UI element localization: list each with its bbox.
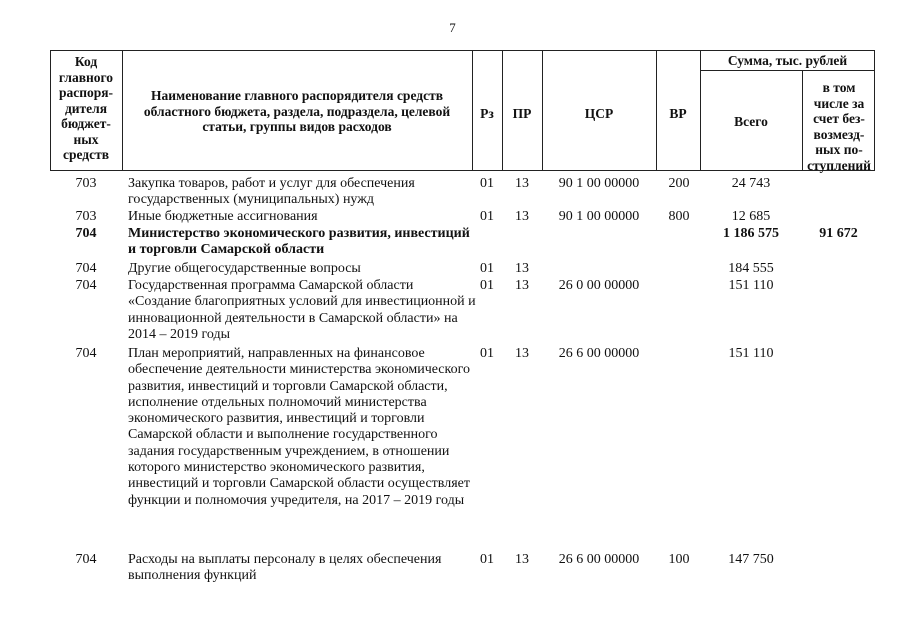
header-pr: ПР (512, 106, 532, 121)
row-csr: 90 1 00 00000 (558, 176, 640, 191)
row-pr: 13 (515, 346, 529, 361)
row-name: Расходы на выплаты персоналу в целях обеспечения выполнения функций (128, 552, 442, 584)
row-vsego: 147 750 (728, 552, 774, 567)
header-name: Наименование главного распорядителя средств областного бюджета, раздела, подраздела, целевой статьи, группы видов расходов (143, 88, 451, 134)
row-kod: 704 (75, 346, 97, 361)
row-rz: 01 (480, 176, 494, 191)
row-kod: 703 (75, 176, 97, 191)
header-vtom: в том числе за счет без-возмезд-ных по-ступлений (807, 80, 871, 173)
row-rz: 01 (480, 261, 494, 276)
row-vtom: 91 672 (819, 226, 858, 241)
header-vsego: Всего (734, 114, 768, 129)
header-csr: ЦСР (584, 106, 614, 121)
row-pr: 13 (515, 176, 529, 191)
header-rz: Рз (480, 106, 494, 121)
row-csr: 26 6 00 00000 (558, 346, 640, 361)
header-vr: ВР (669, 106, 687, 121)
row-rz: 01 (480, 346, 494, 361)
row-kod: 704 (75, 261, 97, 276)
row-name: Закупка товаров, работ и услуг для обеспечения государственных (муниципальных) нужд (128, 176, 415, 208)
row-vsego: 151 110 (728, 346, 774, 361)
row-vsego: 24 743 (731, 176, 771, 191)
row-pr: 13 (515, 261, 529, 276)
row-name: План мероприятий, направленных на финансовое обеспечение деятельности министерства экономического развития, инвестиций и торговли Самарской области, исполнение отдельных полномочий министерства экономического развития, инвестиций и торговли Самарской области и выполнение государственного задания государственным учреждением, в отношении которого министерство экономического развития, инвестиций и торговли Самарской области осуществляет функции и полномочия учредителя, на 2017 – 2019 годы (128, 346, 471, 508)
row-kod: 704 (75, 278, 97, 293)
row-csr: 26 0 00 00000 (558, 278, 640, 293)
row-csr: 90 1 00 00000 (558, 209, 640, 224)
budget-table (50, 50, 875, 610)
row-vsego: 12 685 (731, 209, 771, 224)
row-pr: 13 (515, 278, 529, 293)
page-number: 7 (449, 20, 456, 35)
row-kod: 704 (75, 226, 97, 241)
header-summa: Сумма, тыс. рублей (727, 53, 848, 68)
row-name: Государственная программа Самарской области «Создание благоприятных условий для инвестиционной и инновационной деятельности в Самарской области» на 2014 – 2019 годы (128, 278, 476, 342)
row-vr: 200 (668, 176, 690, 191)
row-name: Иные бюджетные ассигнования (128, 209, 318, 224)
row-pr: 13 (515, 552, 529, 567)
row-vsego: 1 186 575 (723, 226, 779, 241)
row-rz: 01 (480, 278, 494, 293)
row-name: Министерство экономического развития, инвестиций и торговли Самарской области (128, 226, 470, 258)
row-csr: 26 6 00 00000 (558, 552, 640, 567)
row-vr: 800 (668, 209, 690, 224)
row-vr: 100 (668, 552, 690, 567)
row-rz: 01 (480, 209, 494, 224)
row-vsego: 151 110 (728, 278, 774, 293)
row-pr: 13 (515, 209, 529, 224)
row-kod: 704 (75, 552, 97, 567)
row-kod: 703 (75, 209, 97, 224)
header-kod: Код главного распоря-дителя бюджет-ных средств (58, 54, 114, 162)
row-rz: 01 (480, 552, 494, 567)
row-name: Другие общегосударственные вопросы (128, 261, 361, 276)
row-vsego: 184 555 (728, 261, 774, 276)
